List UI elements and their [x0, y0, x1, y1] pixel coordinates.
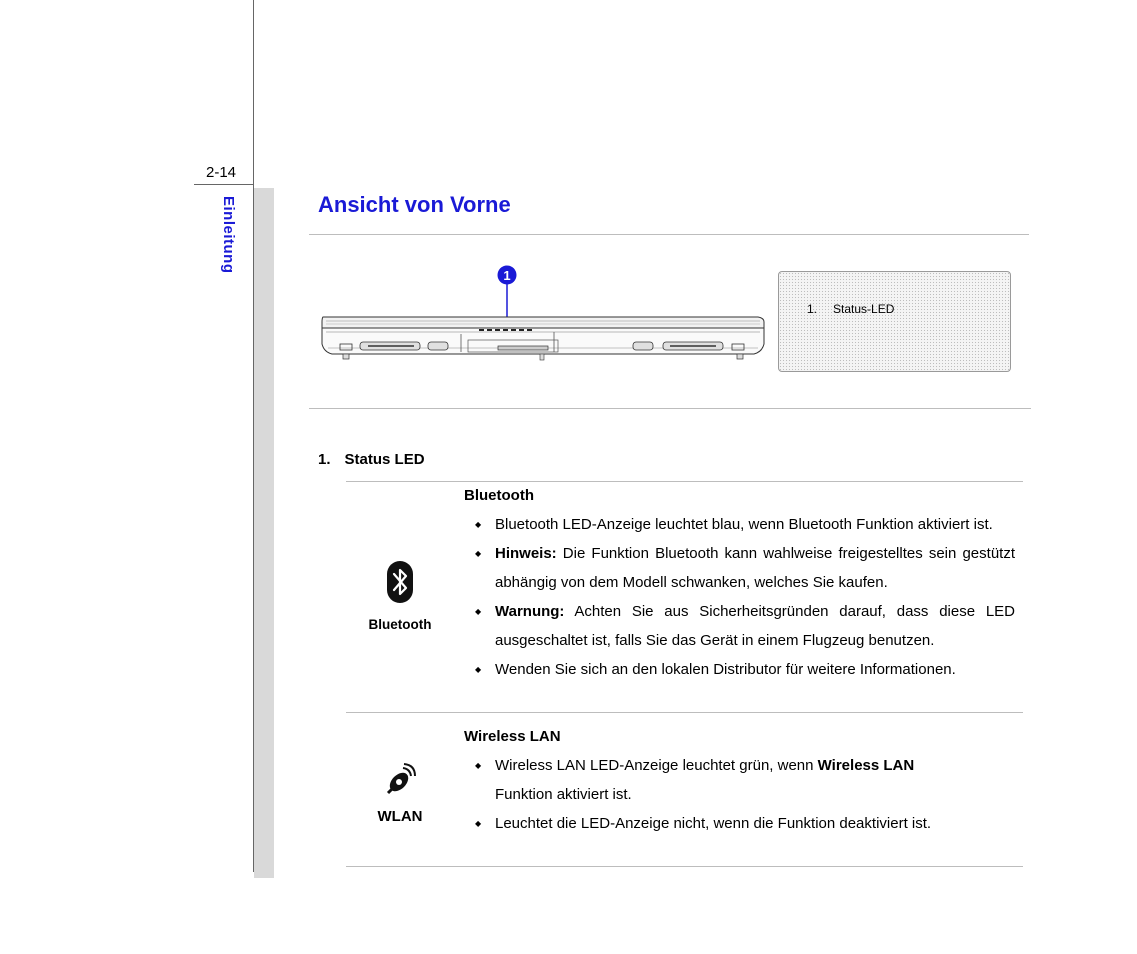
divider [309, 234, 1029, 235]
svg-text:1: 1 [503, 268, 511, 283]
bluetooth-description [464, 481, 1015, 684]
wlan-bullet-text: Funktion aktiviert ist. [495, 786, 632, 803]
legend-item-label: Status-LED [833, 302, 895, 316]
list-item [464, 539, 1015, 597]
table-row-bluetooth [345, 482, 1023, 712]
section-title: Status LED [344, 451, 425, 468]
chapter-label: Einleitung [220, 196, 237, 274]
sidebar-bar [254, 188, 274, 878]
bluetooth-icon [386, 560, 414, 604]
list-item: ◆ Leuchtet die LED-Anzeige nicht, wenn die Funktion deaktiviert ist. [464, 809, 1015, 838]
table-rule [346, 866, 1023, 867]
bluetooth-title: Bluetooth [464, 487, 534, 504]
page-title: Ansicht von Vorne [318, 192, 511, 217]
bluetooth-icon-cell [345, 560, 455, 632]
note-label: Hinweis: [495, 545, 557, 562]
wlan-bullet-text: Wireless LAN LED-Anzeige leuchtet grün, wenn [495, 757, 818, 774]
warning-text: Achten Sie aus Sicherheitsgründen darauf, dass diese LED ausgeschaltet ist, falls Sie das Gerät in einem Flugzeug benutzen. [495, 603, 1015, 649]
wlan-title: Wireless LAN [464, 728, 561, 745]
legend-item [807, 302, 894, 316]
warning-label: Warnung: [495, 603, 565, 620]
note-text: Die Funktion Bluetooth kann wahlweise freigestelltes sein gestützt abhängig von dem Modell schwanken, welches Sie kaufen. [495, 545, 1015, 591]
wlan-bullet-bold: Wireless LAN [817, 757, 915, 774]
legend-item-number: 1. [807, 302, 818, 316]
legend-box [778, 271, 1011, 372]
wlan-icon [383, 763, 417, 797]
table-row-wlan [345, 713, 1023, 866]
list-item: ◆ Bluetooth LED-Anzeige leuchtet blau, wenn Bluetooth Funktion aktiviert ist. [464, 510, 1015, 539]
wlan-icon-label: WLAN [377, 808, 423, 825]
list-item: ◆ Wenden Sie sich an den lokalen Distributor für weitere Informationen. [464, 655, 1015, 684]
divider [309, 408, 1031, 409]
list-item [464, 751, 1015, 809]
page-number-rule [194, 184, 254, 185]
list-item [464, 597, 1015, 655]
page-number: 2-14 [206, 164, 237, 181]
wlan-icon-cell [345, 763, 455, 825]
laptop-front-view [318, 260, 768, 365]
section-number: 1. [318, 451, 331, 468]
section-heading [318, 451, 425, 468]
callout-badge [498, 266, 517, 285]
wlan-description [464, 722, 1015, 838]
bluetooth-icon-label: Bluetooth [368, 617, 432, 632]
